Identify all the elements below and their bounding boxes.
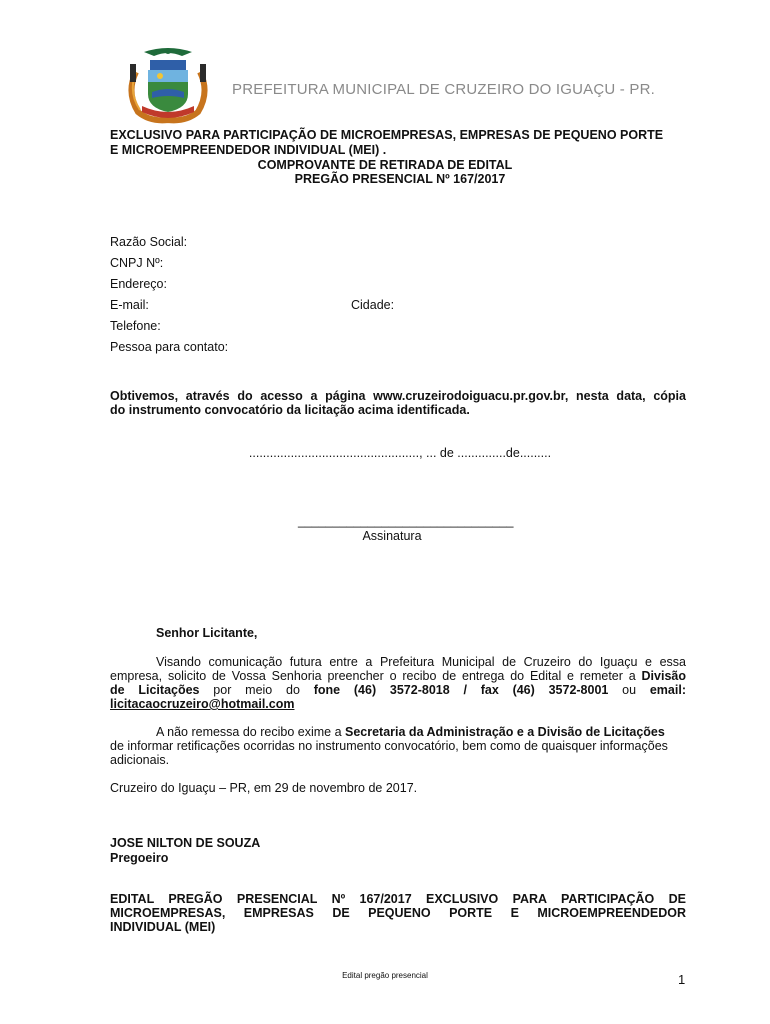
notice-p2-line-3: adicionais. — [110, 753, 170, 767]
field-endereco: Endereço: — [110, 277, 167, 291]
statement-line-2: do instrumento convocatório da licitação acima identificada. — [110, 403, 470, 417]
field-razao-social: Razão Social: — [110, 235, 188, 249]
notice-email-label: email: — [649, 683, 686, 697]
notice-ou: ou — [608, 683, 650, 697]
field-cidade: Cidade: — [351, 298, 395, 312]
page-number: 1 — [678, 972, 686, 987]
notice-p1-line-1: Visando comunicação futura entre a Prefeitura Municipal de Cruzeiro do Iguaçu e essa — [156, 655, 686, 669]
title-line-4: PREGÃO PRESENCIAL Nº 167/2017 — [294, 172, 506, 186]
signature-label: Assinatura — [362, 529, 422, 543]
notice-secretaria-bold: Secretaria da Administração e a Divisão de Licitações — [345, 725, 665, 739]
notice-phone-fax: fone (46) 3572-8018 / fax (46) 3572-8001 — [313, 683, 609, 697]
title-line-2: E MICROEMPREENDEDOR INDIVIDUAL (MEI) . — [110, 143, 387, 157]
notice-salutation: Senhor Licitante, — [156, 626, 258, 640]
date-line: ................................................., ... de ..............de......... — [248, 446, 552, 460]
notice-licitacoes-bold: de Licitações — [110, 683, 200, 697]
field-telefone: Telefone: — [110, 319, 161, 333]
notice-p2-text: A não remessa do recibo exime a — [156, 725, 345, 739]
notice-p1-line-3 — [110, 683, 686, 698]
field-email: E-mail: — [110, 298, 149, 312]
municipal-crest-icon — [122, 42, 214, 124]
footer-text: Edital pregão presencial — [342, 971, 428, 980]
notice-p1-line-2 — [110, 669, 686, 684]
notice-division-bold: Divisão — [641, 669, 686, 683]
signer-name: JOSE NILTON DE SOUZA — [110, 836, 261, 850]
notice-p2-line-1 — [156, 725, 665, 740]
notice-por-meio: por meio do — [199, 683, 314, 697]
title-line-1: EXCLUSIVO PARA PARTICIPAÇÃO DE MICROEMPRESAS, EMPRESAS DE PEQUENO PORTE — [110, 128, 664, 142]
notice-email-link[interactable]: licitacaocruzeiro@hotmail.com — [110, 697, 295, 711]
title-line-3: COMPROVANTE DE RETIRADA DE EDITAL — [257, 158, 513, 172]
closing-title-line-1: EDITAL PREGÃO PRESENCIAL Nº 167/2017 EXCLUSIVO PARA PARTICIPAÇÃO DE — [110, 892, 686, 906]
field-contato: Pessoa para contato: — [110, 340, 229, 354]
statement-line-1: Obtivemos, através do acesso a página www.cruzeirodoiguacu.pr.gov.br, nesta data, cópia — [110, 389, 686, 403]
closing-title-line-3: INDIVIDUAL (MEI) — [110, 920, 216, 934]
signer-role: Pregoeiro — [110, 851, 169, 865]
signature-line: _______________________________ — [298, 514, 514, 528]
field-cnpj: CNPJ Nº: — [110, 256, 164, 270]
notice-p1-text: empresa, solicito de Vossa Senhoria preencher o recibo de entrega do Edital e remeter a — [110, 669, 642, 683]
place-date: Cruzeiro do Iguaçu – PR, em 29 de novembro de 2017. — [110, 781, 418, 795]
closing-title-line-2: MICROEMPRESAS, EMPRESAS DE PEQUENO PORTE E MICROEMPREENDEDOR — [110, 906, 686, 920]
notice-p2-line-2: de informar retificações ocorridas no instrumento convocatório, bem como de quaisquer informações — [110, 739, 668, 753]
header-municipality: PREFEITURA MUNICIPAL DE CRUZEIRO DO IGUAÇU - PR. — [232, 81, 655, 98]
